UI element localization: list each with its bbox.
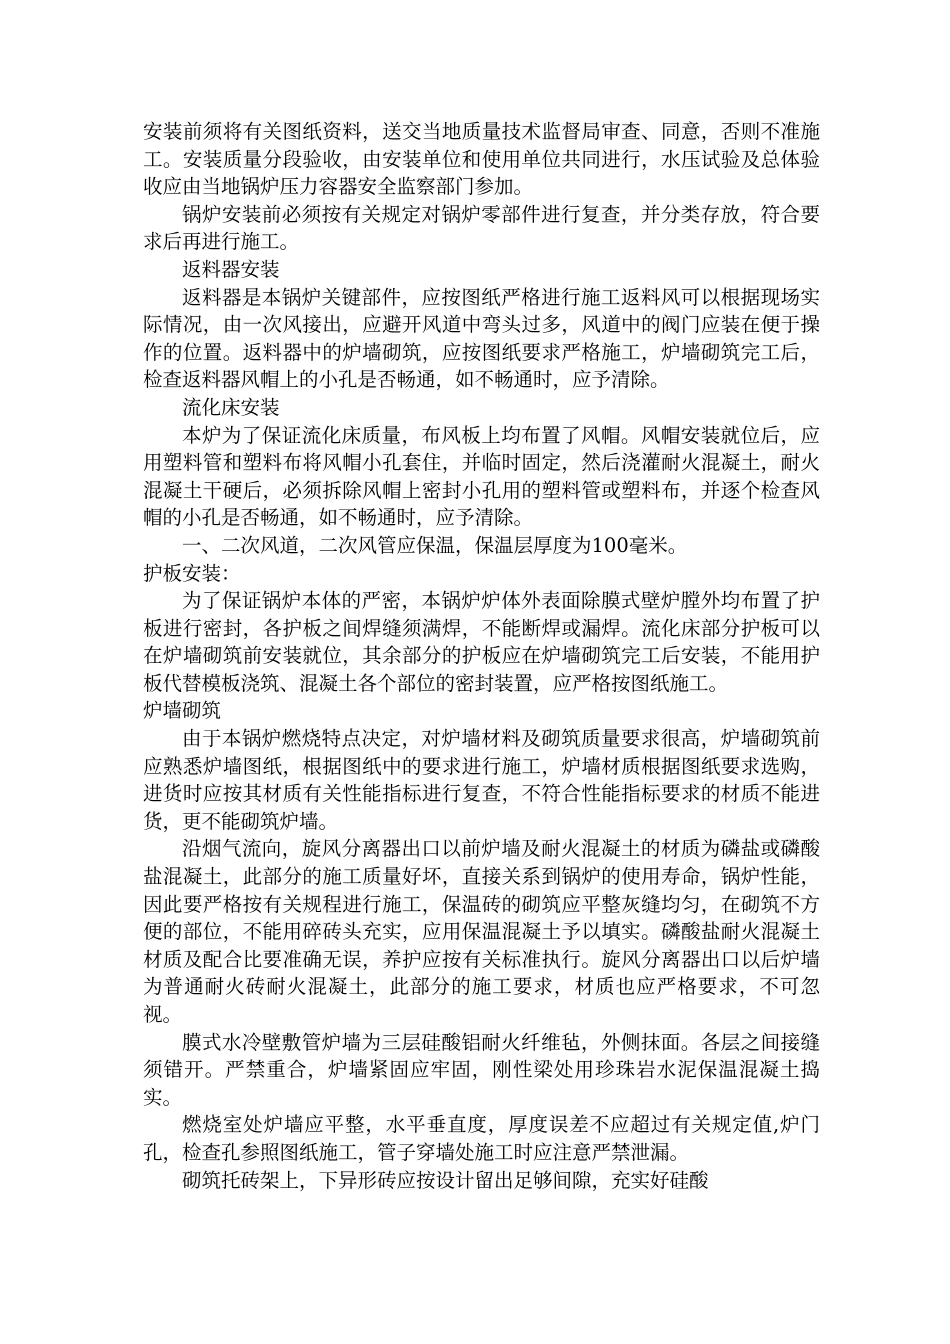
paragraph-brick-support: 砌筑托砖架上，下异形砖应按设计留出足够间隙，充实好硅酸 — [182, 1168, 709, 1192]
paragraph-combustion-chamber: 燃烧室处炉墙应平整，水平垂直度，厚度误差不应超过有关规定值,炉门孔，检查孔参照图纸施工，管子穿墙处施工时应注意严禁泄漏。 — [143, 1113, 820, 1164]
heading-fluidized-bed-installation: 流化床安装 — [182, 395, 280, 419]
paragraph-parts-inspection: 锅炉安装前必须按有关规定对锅炉零部件进行复查，并分类存放，符合要求后再进行施工。 — [143, 202, 820, 254]
heading-return-feeder-installation: 返料器安装 — [182, 257, 280, 281]
paragraph-membrane-water-wall: 膜式水冷壁敷管炉墙为三层硅酸铝耐火纤维毡，外侧抹面。各层之间接缝须错开。严禁重合，炉墙紧固应牢固，刚性梁处用珍珠岩水泥保温混凝土捣实。 — [143, 1030, 820, 1109]
paragraph-installation-docs: 安装前须将有关图纸资料，送交当地质量技术监督局审查、同意，否则不准施工。安装质量分段验收，由安装单位和使用单位共同进行，水压试验及总体验收应由当地锅炉压力容器安全监察部门参加。 — [143, 120, 820, 199]
paragraph-furnace-wall-materials: 由于本锅炉燃烧特点决定，对炉墙材料及砌筑质量要求很高，炉墙砌筑前应熟悉炉墙图纸，根据图纸中的要求进行施工，炉墙材质根据图纸要求选购，进货时应按其材质有关性能指标进行复查，不符合性能指标要求的材质不能进货，更不能砌筑炉墙。 — [143, 727, 820, 833]
paragraph-return-feeder: 返料器是本锅炉关键部件，应按图纸严格进行施工返料风可以根据现场实际情况，由一次风接出，应避开风道中弯头过多，风道中的阀门应装在便于操作的位置。返料器中的炉墙砌筑，应按图纸要求严格施工，炉墙砌筑完工后，检查返料器风帽上的小孔是否畅通，如不畅通时，应予清除。 — [143, 285, 820, 392]
heading-furnace-wall-masonry: 炉墙砌筑 — [143, 699, 222, 723]
paragraph-flue-gas-flow: 沿烟气流向，旋风分离器出口以前炉墙及耐火混凝土的材质为磷盐或磷酸盐混凝土，此部分的施工质量好坏，直接关系到锅炉的使用寿命，锅炉性能，因此要严格按有关规程进行施工，保温砖的砌筑应平整灰缝均匀，在砌筑不方便的部位，不能用碎砖头充实，应用保温混凝土予以填实。磷酸盐耐火混凝土材质及配合比要准确无误，养护应按有关标准执行。旋风分离器出口以后炉墙为普通耐火砖耐火混凝土，此部分的施工要求，材质也应严格要求，不可忽视。 — [143, 837, 820, 1026]
paragraph-casing: 为了保证锅炉本体的严密，本锅炉炉体外表面除膜式壁炉膛外均布置了护板进行密封，各护板之间焊缝须满焊，不能断焊或漏焊。流化床部分护板可以在炉墙砌筑前安装就位，其余部分的护板应在炉墙砌筑完工后安装，不能用护板代替模板浇筑、混凝土各个部位的密封装置，应严格按图纸施工。 — [143, 589, 820, 695]
paragraph-fluidized-bed: 本炉为了保证流化床质量，布风板上均布置了风帽。风帽安装就位后，应用塑料管和塑料布将风帽小孔套住，并临时固定，然后浇灌耐火混凝土，耐火混凝土干硬后，必须拆除风帽上密封小孔用的塑料管或塑料布，并逐个检查风帽的小孔是否畅通，如不畅通时，应予清除。 — [143, 423, 820, 530]
heading-casing-installation: 护板安装： — [143, 561, 241, 585]
paragraph-air-duct-insulation: 一、二次风道，二次风管应保温，保温层厚度为100毫米。 — [182, 533, 688, 557]
document-body — [143, 118, 820, 1194]
